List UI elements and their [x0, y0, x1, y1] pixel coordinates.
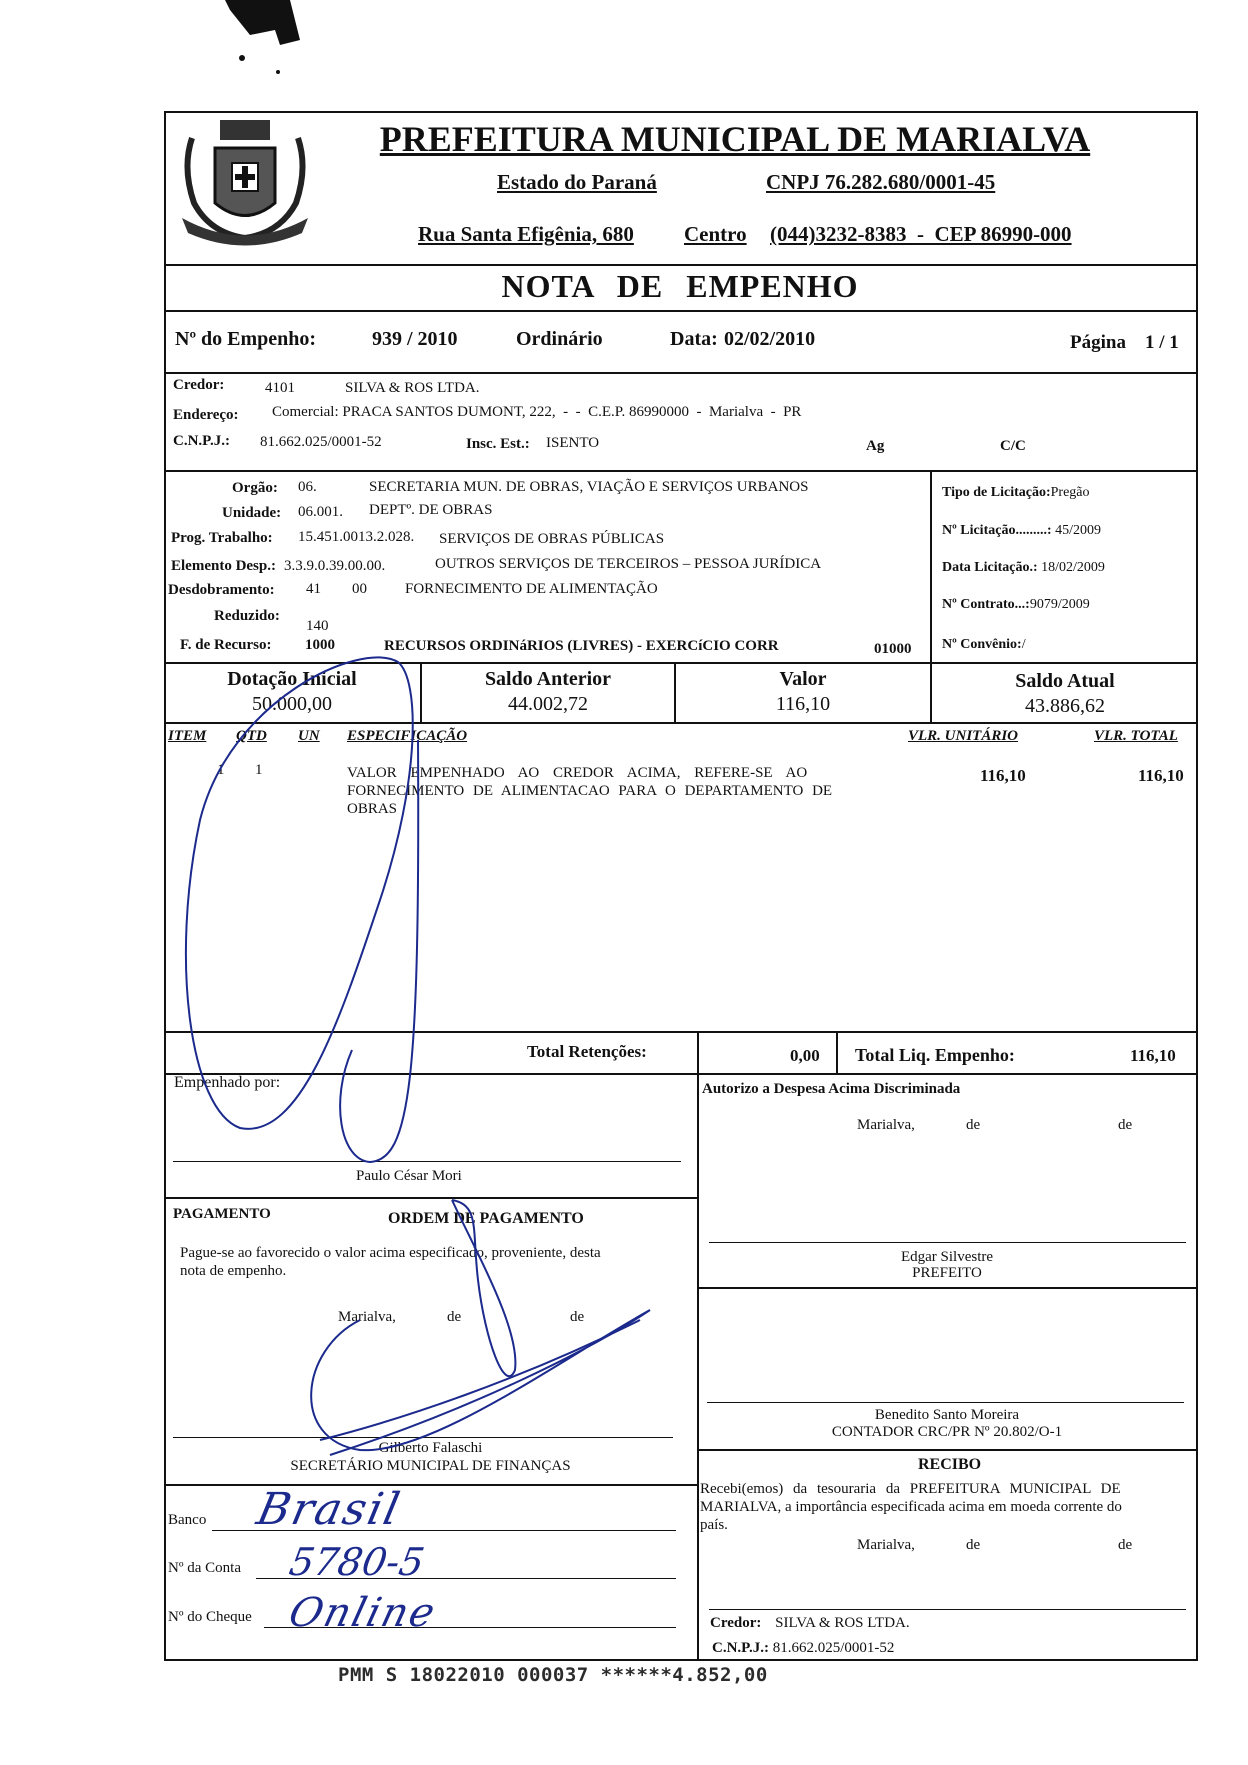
- item-unit-value: 116,10: [980, 766, 1026, 785]
- prefeito-title: PREFEITO: [912, 1265, 982, 1281]
- recibo-cnpj-label: C.N.P.J.:: [712, 1640, 769, 1656]
- col-vlr-unitario: VLR. UNITÁRIO: [908, 728, 1019, 744]
- document-title: NOTA DE EMPENHO: [501, 268, 859, 304]
- header-cnpj: CNPJ 76.282.680/0001-45: [766, 170, 996, 194]
- cc-label: C/C: [1000, 438, 1026, 454]
- tipo-licitacao-label: Tipo de Licitação:: [942, 485, 1051, 500]
- insc-label: Insc. Est.:: [466, 436, 530, 452]
- unidade-name: DEPTº. DE OBRAS: [369, 502, 493, 518]
- desdobramento-name: FORNECIMENTO DE ALIMENTAÇÃO: [405, 581, 658, 597]
- retencoes-value: 0,00: [790, 1046, 820, 1065]
- elemento-label: Elemento Desp.:: [171, 558, 276, 574]
- item-qtd: 1: [255, 762, 263, 778]
- prog-name: SERVIÇOS DE OBRAS PÚBLICAS: [439, 531, 665, 547]
- handwritten-conta: 5780-5: [286, 1540, 428, 1584]
- contrato-label: Nº Contrato...:: [942, 597, 1030, 612]
- elemento-code: 3.3.9.0.39.00.00.: [284, 558, 386, 574]
- valor-label: Valor: [779, 668, 827, 690]
- saldo-atual-label: Saldo Atual: [1015, 670, 1115, 692]
- licitacao-num-value: 45/2009: [1055, 523, 1101, 538]
- saldo-anterior-label: Saldo Anterior: [484, 668, 612, 690]
- retencoes-label: Total Retenções:: [527, 1042, 647, 1061]
- recibo-city: Marialva,: [857, 1537, 915, 1553]
- orgao-code: 06.: [298, 479, 317, 495]
- saldo-anterior-value: 44.002,72: [508, 693, 588, 715]
- endereco-value: Comercial: PRACA SANTOS DUMONT, 222, - - C.E.P. 86990000 - Marialva - PR: [272, 404, 802, 420]
- recibo-text-3: país.: [700, 1517, 728, 1533]
- credor-code: 4101: [265, 380, 295, 396]
- header-phone-cep: (044)3232-8383 - CEP 86990-000: [770, 222, 1072, 246]
- orgao-name: SECRETARIA MUN. DE OBRAS, VIAÇÃO E SERVIÇOS URBANOS: [369, 479, 809, 495]
- empenho-date-label: Data:: [670, 328, 718, 350]
- orgao-label: Orgão:: [232, 480, 278, 496]
- prog-label: Prog. Trabalho:: [171, 530, 273, 546]
- header-address: Rua Santa Efigênia, 680: [418, 222, 634, 246]
- prefeito-name: Edgar Silvestre: [900, 1249, 994, 1265]
- recurso-label: F. de Recurso:: [180, 637, 272, 653]
- secretario-name: Gilberto Falaschi: [378, 1440, 483, 1456]
- prog-code: 15.451.0013.2.028.: [298, 529, 415, 545]
- autorizo-de2: de: [1118, 1117, 1133, 1133]
- pagamento-label: PAGAMENTO: [173, 1206, 271, 1222]
- reduzido-label: Reduzido:: [214, 608, 280, 624]
- empenho-type: Ordinário: [516, 328, 603, 350]
- desdobramento-code2: 00: [352, 581, 367, 597]
- autorizo-label: Autorizo a Despesa Acima Discriminada: [702, 1081, 961, 1097]
- recibo-de2: de: [1118, 1537, 1133, 1553]
- col-especificacao: ESPECIFICAÇÃO: [347, 728, 468, 744]
- recibo-label: RECIBO: [918, 1456, 982, 1473]
- header-state: Estado do Paraná: [497, 170, 657, 194]
- col-qtd: QTD: [236, 728, 267, 744]
- cnpj-label: C.N.P.J.:: [173, 433, 230, 449]
- unidade-label: Unidade:: [222, 505, 282, 521]
- recurso-name: RECURSOS ORDINáRIOS (LIVRES) - EXERCíCIO CORR: [384, 638, 779, 654]
- credor-name: SILVA & ROS LTDA.: [345, 380, 480, 396]
- header-title: PREFEITURA MUNICIPAL DE MARIALVA: [379, 119, 1091, 159]
- banco-label: Banco: [168, 1512, 207, 1528]
- header-district: Centro: [684, 222, 747, 246]
- autorizo-city: Marialva,: [857, 1117, 915, 1133]
- handwritten-banco: Brasil: [252, 1484, 406, 1535]
- contador-title: CONTADOR CRC/PR Nº 20.802/O-1: [831, 1424, 1063, 1440]
- recibo-text-1: Recebi(emos) da tesouraria da PREFEITURA MUNICIPAL DE: [700, 1481, 1121, 1497]
- page-number: 1 / 1: [1145, 332, 1179, 353]
- convenio-label: Nº Convênio:: [942, 637, 1022, 652]
- pagamento-de1: de: [447, 1309, 462, 1325]
- valor-value: 116,10: [775, 693, 831, 715]
- handwritten-cheque: Online: [284, 1590, 442, 1636]
- col-item: ITEM: [168, 728, 207, 744]
- endereco-label: Endereço:: [173, 407, 239, 423]
- contrato-value: 9079/2009: [1029, 597, 1090, 612]
- contador-name: Benedito Santo Moreira: [874, 1407, 1020, 1423]
- pagamento-de2: de: [570, 1309, 585, 1325]
- conta-label: Nº da Conta: [168, 1560, 241, 1576]
- ordem-pagamento-label: ORDEM DE PAGAMENTO: [388, 1210, 584, 1227]
- cnpj-value: 81.662.025/0001-52: [260, 434, 382, 450]
- item-spec-line-1: VALOR EMPENHADO AO CREDOR ACIMA, REFERE-SE AO: [347, 765, 808, 781]
- recibo-cnpj-value: 81.662.025/0001-52: [772, 1640, 895, 1656]
- desdobramento-code1: 41: [306, 581, 321, 597]
- recurso-code: 1000: [305, 637, 335, 653]
- cheque-label: Nº do Cheque: [168, 1609, 252, 1625]
- unidade-code: 06.001.: [298, 504, 343, 520]
- recibo-text-2: MARIALVA, a importância especificada acima em moeda corrente do: [700, 1499, 1122, 1515]
- elemento-name: OUTROS SERVIÇOS DE TERCEIROS – PESSOA JURÍDICA: [435, 556, 822, 572]
- item-spec-line-2: FORNECIMENTO DE ALIMENTACAO PARA O DEPARTAMENTO DE: [347, 783, 833, 799]
- pagamento-city: Marialva,: [338, 1309, 396, 1325]
- reduzido-value: 140: [306, 618, 329, 634]
- dotacao-label: Dotação Inicial: [227, 668, 357, 690]
- convenio-value: /: [1021, 637, 1026, 652]
- secretario-title: SECRETÁRIO MUNICIPAL DE FINANÇAS: [290, 1458, 571, 1474]
- liquido-label: Total Liq. Empenho:: [855, 1045, 1015, 1065]
- recibo-de1: de: [966, 1537, 981, 1553]
- recibo-credor-value: SILVA & ROS LTDA.: [775, 1615, 910, 1631]
- item-total-value: 116,10: [1138, 766, 1184, 785]
- empenhado-label: Empenhado por:: [174, 1074, 281, 1091]
- liquido-value: 116,10: [1130, 1046, 1176, 1065]
- tipo-licitacao-value: Pregão: [1050, 485, 1090, 500]
- insc-value: ISENTO: [546, 435, 600, 451]
- dotacao-value: 50.000,00: [252, 693, 332, 715]
- licitacao-data-label: Data Licitação.:: [942, 560, 1038, 575]
- credor-label: Credor:: [173, 377, 225, 393]
- item-number: 1: [217, 762, 225, 778]
- pagamento-text-1: Pague-se ao favorecido o valor acima especificado, proveniente, desta: [180, 1245, 601, 1261]
- autorizo-de1: de: [966, 1117, 981, 1133]
- empenhado-name: Paulo César Mori: [356, 1168, 462, 1184]
- recurso-code2: 01000: [874, 641, 912, 657]
- ink-smudge: [220, 0, 310, 90]
- pagamento-text-2: nota de empenho.: [180, 1263, 287, 1279]
- empenho-date: 02/02/2010: [724, 328, 816, 350]
- col-un: UN: [298, 728, 320, 744]
- saldo-atual-value: 43.886,62: [1025, 695, 1105, 717]
- recibo-credor-label: Credor:: [710, 1615, 762, 1631]
- licitacao-data-value: 18/02/2009: [1041, 560, 1105, 575]
- item-spec-line-3: OBRAS: [347, 801, 398, 817]
- desdobramento-label: Desdobramento:: [168, 582, 275, 598]
- col-vlr-total: VLR. TOTAL: [1094, 728, 1178, 744]
- ag-label: Ag: [866, 438, 885, 454]
- page-label: Página: [1070, 332, 1126, 353]
- licitacao-num-label: Nº Licitação.........:: [942, 523, 1052, 538]
- bank-stamp: PMM S 18022010 000037 ******4.852,00: [338, 1664, 768, 1686]
- empenho-number: 939 / 2010: [372, 328, 458, 350]
- empenho-number-label: Nº do Empenho:: [175, 328, 317, 350]
